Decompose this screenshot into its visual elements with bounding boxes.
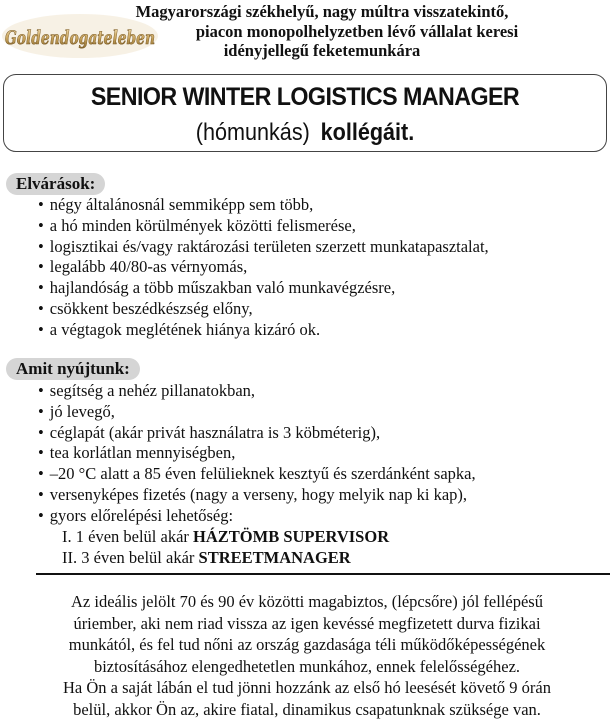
list-item: • a hó minden körülmények közötti felismerése, [38,216,489,237]
subtitle-normal: (hómunkás) [196,119,310,146]
promotion-item [62,547,351,568]
header-line: piacon monopolhelyzetben lévő vállalat keresi [92,22,552,42]
list-item: • segítség a nehéz pillanatokban, [38,381,476,402]
list-item: • versenyképes fizetés (nagy a verseny, hogy melyik nap ki kap), [38,485,476,506]
job-subtitle [34,119,576,147]
list-item: • a végtagok meglétének hiánya kizáró ok. [38,320,489,341]
list-item: • céglapát (akár privát használatra is 3 köbméterig), [38,423,476,444]
list-item: • legalább 40/80-as vérnyomás, [38,257,489,278]
offers-label: Amit nyújtunk: [6,358,140,380]
requirements-list [38,195,489,341]
footer-line: biztosításához elengedhetetlen munkához, ennek felelősségéhez. [0,656,614,678]
footer-line: Az ideális jelölt 70 és 90 év közötti magabiztos, (lépcsőre) jól fellépésű [0,591,614,613]
footer-line: Ha Ön a saját lábán el tud jönni hozzánk az első hó leesését követő 9 órán [0,677,614,699]
promotion-prefix: I. 1 éven belül akár [62,527,189,546]
intro-header [92,2,552,61]
list-item: • hajlandóság a több műszakban való munkavégzésre, [38,278,489,299]
list-item: • csökkent beszédkészség előny, [38,299,489,320]
footer-line: úriember, aki nem riad vissza az igen kevéssé megfizetett durva fizikai [0,613,614,635]
list-item: • logisztikai és/vagy raktározási területen szerzett munkatapasztalat, [38,237,489,258]
promotion-prefix: II. 3 éven belül akár [62,548,194,567]
list-item: • –20 °C alatt a 85 éven felülieknek kesztyű és szerdánként sapka, [38,464,476,485]
requirements-label: Elvárások: [6,173,105,195]
promotion-role: HÁZTÖMB SUPERVISOR [193,527,389,546]
list-item: • jó levegő, [38,402,476,423]
footer-line: munkától, és fel tud nőni az ország gazdasága téli működőképességének [0,634,614,656]
job-title: SENIOR WINTER LOGISTICS MANAGER [25,83,585,112]
offers-list [38,381,476,527]
list-item: • négy általánosnál semmiképp sem több, [38,195,489,216]
promotion-item [62,526,389,547]
job-title-box [3,74,607,152]
list-item: • gyors előrelépési lehetőség: [38,506,476,527]
footer-line: belül, akkor Ön az, akire fiatal, dinamikus csapatunknak szüksége van. [0,699,614,720]
subtitle-bold: kollégáit. [321,119,415,146]
closing-paragraph [0,591,614,720]
logo-text: Goldendogateleben [5,27,155,49]
section-divider [36,573,610,575]
header-line: Magyarországi székhelyű, nagy múltra visszatekintő, [92,2,552,22]
promotion-role: STREETMANAGER [199,548,351,567]
list-item: • tea korlátlan mennyiségben, [38,443,476,464]
header-line: idényjellegű feketemunkára [92,41,552,61]
